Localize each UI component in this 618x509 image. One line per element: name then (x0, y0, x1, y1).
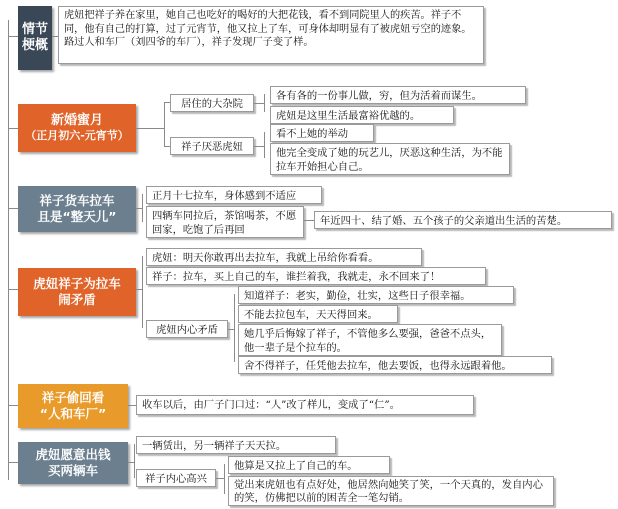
main-spine-connector (8, 20, 9, 480)
plot-label-line2: 梗概 (22, 38, 49, 53)
section-3-inner-item-2: 不能去拉包车，天天得回来。 (238, 305, 398, 323)
connector-s5-v (134, 444, 135, 478)
section-4-title-line1: 祥子偷回看 (41, 390, 105, 406)
section-4-text: 收车以后，由厂子门口过：“人”改了样儿，变成了“仁”。 (136, 395, 474, 415)
section-5-inner-item-1: 他算是又拉上了自己的车。 (228, 456, 390, 474)
section-4-title (18, 384, 128, 428)
connector-s2-v (142, 194, 143, 222)
section-3-inner-item-4: 舍不得祥子，任凭他去拉车，他去要饭，也得永远跟着他。 (238, 356, 552, 374)
section-1-title (18, 104, 136, 152)
section-3-item-1: 虎妞：明天你敢再出去拉车，我就上吊给你看看。 (146, 248, 422, 266)
connector-s1-v (164, 102, 165, 146)
section-5-item-1: 一辆赁出，另一辆祥子天天拉。 (136, 436, 336, 454)
section-3-title (18, 268, 136, 316)
connector-s1-g1-items-v (264, 94, 265, 112)
section-1-group-1-item-1: 各有各的一份事儿做，穷，但为活着而谋生。 (270, 86, 526, 104)
section-1-group-2-item-1: 看不上她的举动 (270, 124, 374, 142)
section-3-title-line2: 闹矛盾 (58, 292, 96, 307)
section-3-inner-item-3: 她几乎后悔嫁了祥子，不管他多么要强，爸爸不点头，他一辈子是个拉车的。 (238, 324, 502, 356)
section-2-title-line1: 祥子货车拉车 (39, 193, 115, 209)
section-2-title-line2: 且是“整天儿” (37, 209, 117, 224)
connector-s2-detail (304, 220, 314, 221)
section-1-group-1-label: 居住的大杂院 (170, 94, 254, 112)
section-2-item-2: 四辆车同拉后，茶馆喝茶，不愿回家，吃饱了后再回 (146, 206, 304, 238)
connector-section-4 (8, 405, 18, 406)
plot-label-line1: 情节 (22, 21, 49, 37)
connector-plot (8, 36, 18, 37)
connector-s3-inner-v (234, 294, 235, 362)
connector-s4 (128, 405, 136, 406)
section-5-inner-label: 祥子内心高兴 (136, 469, 216, 487)
section-5-title (18, 442, 128, 484)
section-1-group-2-item-2: 他完全变成了她的玩艺儿，厌恶这种生活，为不能拉车开始担心自己。 (270, 143, 510, 175)
section-2-title (18, 186, 136, 232)
section-1-title-line1: 新婚蜜月 (50, 113, 103, 128)
section-1-group-1-item-2: 虎妞是这里生活最富裕优越的。 (270, 106, 454, 124)
connector-s1-g2-items (254, 146, 264, 147)
section-3-inner-item-1: 知道祥子：老实，勤俭，壮实，这些日子很幸福。 (238, 286, 514, 304)
plot-label (18, 6, 52, 70)
section-5-title-line2: 买两辆车 (47, 463, 98, 478)
section-1-title-line2: （正月初六-元宵节） (25, 129, 129, 143)
connector-s1-g2-items-v (264, 132, 265, 158)
connector-s5-inner (216, 478, 224, 479)
connector-s1-g1-items (254, 103, 264, 104)
section-1-group-2-label: 祥子厌恶虎妞 (170, 137, 254, 155)
section-5-inner-item-2: 觉出来虎妞也有点好处，他居然向她笑了笑，一个天真的，发自内心的笑，仿佛把以前的困苦全一笔勾销。 (228, 476, 554, 506)
connector-section-2 (8, 208, 18, 209)
connector-section-1 (8, 128, 18, 129)
connector-section-3 (8, 289, 18, 290)
section-2-item-1: 正月十七拉车，身体感到不适应 (146, 186, 322, 204)
section-2-detail: 年近四十、结了婚、五个孩子的父亲道出生活的苦楚。 (314, 211, 612, 229)
connector-section-5 (8, 462, 18, 463)
connector-s5-inner-v (224, 464, 225, 494)
connector-s1 (136, 128, 164, 129)
section-3-inner-label: 虎妞内心矛盾 (146, 320, 228, 338)
section-3-item-2: 祥子：拉车，买上自己的车，谁拦着我，我就走，永不回来了！ (146, 267, 486, 285)
section-5-title-line1: 虎妞愿意出钱 (35, 447, 111, 463)
connector-s3-v (142, 256, 143, 328)
plot-summary-text: 虎妞把祥子养在家里，她自己也吃好的喝好的大把花钱，看不到同院里人的疾苦。祥子不同，他有自己的打算，过了元宵节，他又拉上了车，可身体却明显有了被虎妞亏空的迹象。路过人和车厂（刘四爷的车厂），祥子发现厂子变了样。 (58, 6, 484, 64)
section-3-title-line1: 虎妞祥子为拉车 (33, 276, 121, 292)
section-4-title-line2: “人和车厂” (39, 406, 107, 421)
